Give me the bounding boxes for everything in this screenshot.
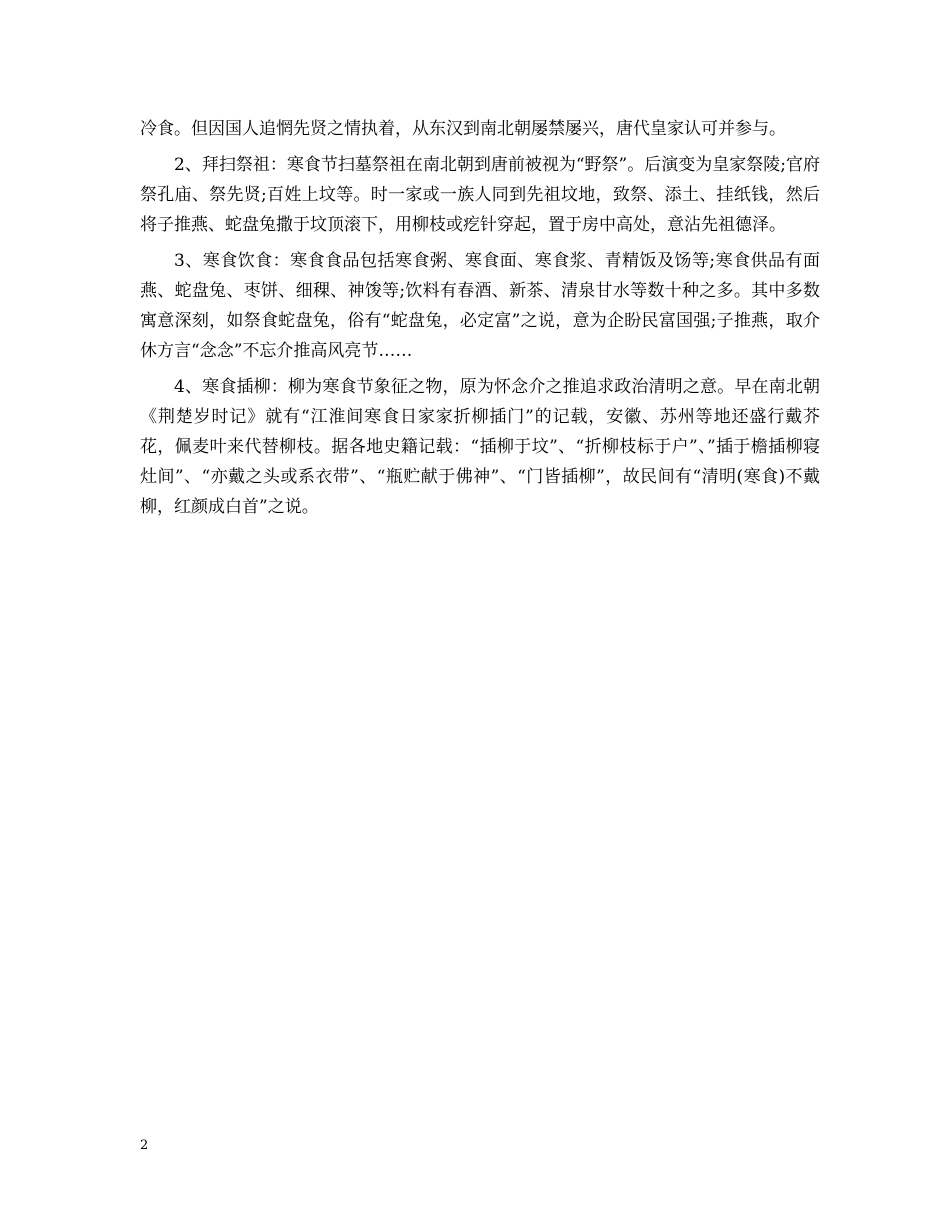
page-number: 2 bbox=[140, 1138, 149, 1153]
paragraph-willow-planting: 4、寒食插柳：柳为寒食节象征之物，原为怀念介之推追求政治清明之意。早在南北朝《荆楚岁时记》就有“江淮间寒食日家家折柳插门”的记载，安徽、苏州等地还盛行戴芥花，佩麦叶来代替柳枝。据各地史籍记载：“插柳于坟”、“折柳枝标于户”、”插于檐插柳寝灶间”、“亦戴之头或系衣带”、“瓶贮献于佛神”、“门皆插柳”，故民间有“清明(寒食)不戴柳，红颜成白首”之说。 bbox=[140, 377, 820, 517]
paragraph-continuation: 冷食。但因国人追惘先贤之情执着，从东汉到南北朝屡禁屡兴，唐代皇家认可并参与。 bbox=[140, 119, 786, 139]
body-text bbox=[140, 114, 820, 528]
paragraph-cold-food-diet: 3、寒食饮食：寒食食品包括寒食粥、寒食面、寒食浆、青精饭及饧等;寒食供品有面燕、蛇盘兔、枣饼、细稞、神馂等;饮料有春酒、新茶、清泉甘水等数十种之多。其中多数寓意深刻，如祭食蛇盘兔，俗有“蛇盘兔，必定富”之说，意为企盼民富国强;子推燕，取介休方言“念念”不忘介推高风亮节…… bbox=[140, 251, 820, 361]
paragraph-sweeping-tombs: 2、拜扫祭祖：寒食节扫墓祭祖在南北朝到唐前被视为“野祭”。后演变为皇家祭陵;官府祭孔庙、祭先贤;百姓上坟等。时一家或一族人同到先祖坟地，致祭、添土、挂纸钱，然后将子推燕、蛇盘兔撒于坟顶滚下，用柳枝或疙针穿起，置于房中高处，意沾先祖德泽。 bbox=[140, 155, 820, 235]
